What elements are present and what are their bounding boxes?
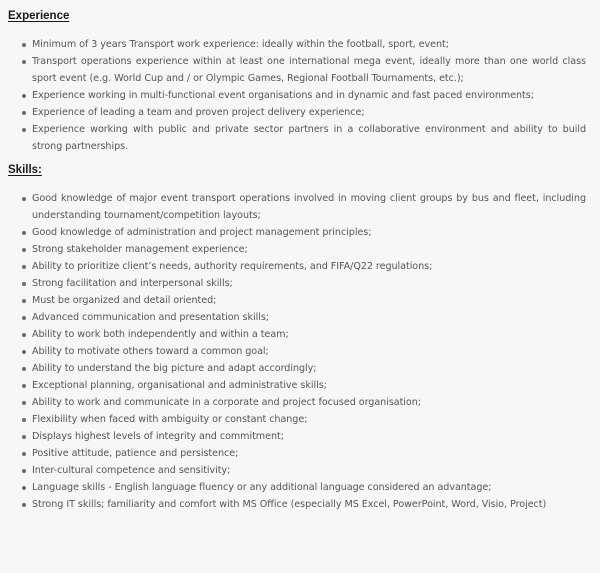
experience-heading: Experience bbox=[8, 10, 70, 22]
skills-item: Ability to prioritize client’s needs, authority requirements, and FIFA/Q22 regulations; bbox=[22, 258, 586, 275]
skills-item: Strong IT skills; familiarity and comfort with MS Office (especially MS Excel, PowerPoint, Word, Visio, Project) bbox=[22, 496, 586, 513]
skills-item: Flexibility when faced with ambiguity or constant change; bbox=[22, 411, 586, 428]
skills-item: Displays highest levels of integrity and commitment; bbox=[22, 428, 586, 445]
skills-item: Ability to understand the big picture and adapt accordingly; bbox=[22, 360, 586, 377]
skills-item: Good knowledge of administration and project management principles; bbox=[22, 224, 586, 241]
skills-item: Exceptional planning, organisational and administrative skills; bbox=[22, 377, 586, 394]
skills-item: Ability to motivate others toward a common goal; bbox=[22, 343, 586, 360]
skills-item: Strong stakeholder management experience; bbox=[22, 241, 586, 258]
experience-item: Transport operations experience within at least one international mega event, ideally more than one world class sport event (e.g. World Cup and / or Olympic Games, Regional Football Tournaments, etc.); bbox=[22, 53, 586, 87]
skills-item: Advanced communication and presentation skills; bbox=[22, 309, 586, 326]
skills-item: Ability to work both independently and within a team; bbox=[22, 326, 586, 343]
skills-heading: Skills: bbox=[8, 164, 42, 176]
skills-item: Language skills - English language fluency or any additional language considered an advantage; bbox=[22, 479, 586, 496]
skills-item: Ability to work and communicate in a corporate and project focused organisation; bbox=[22, 394, 586, 411]
experience-item: Minimum of 3 years Transport work experience: ideally within the football, sport, event; bbox=[22, 36, 586, 53]
experience-list bbox=[8, 36, 586, 155]
experience-item: Experience working in multi-functional event organisations and in dynamic and fast paced environments; bbox=[22, 87, 586, 104]
skills-item: Must be organized and detail oriented; bbox=[22, 292, 586, 309]
experience-item: Experience of leading a team and proven project delivery experience; bbox=[22, 104, 586, 121]
skills-list bbox=[8, 190, 586, 513]
experience-item: Experience working with public and private sector partners in a collaborative environment and ability to build strong partnerships. bbox=[22, 121, 586, 155]
skills-item: Strong facilitation and interpersonal skills; bbox=[22, 275, 586, 292]
skills-item: Positive attitude, patience and persistence; bbox=[22, 445, 586, 462]
skills-item: Inter-cultural competence and sensitivity; bbox=[22, 462, 586, 479]
skills-item: Good knowledge of major event transport operations involved in moving client groups by bus and fleet, including understanding tournament/competition layouts; bbox=[22, 190, 586, 224]
